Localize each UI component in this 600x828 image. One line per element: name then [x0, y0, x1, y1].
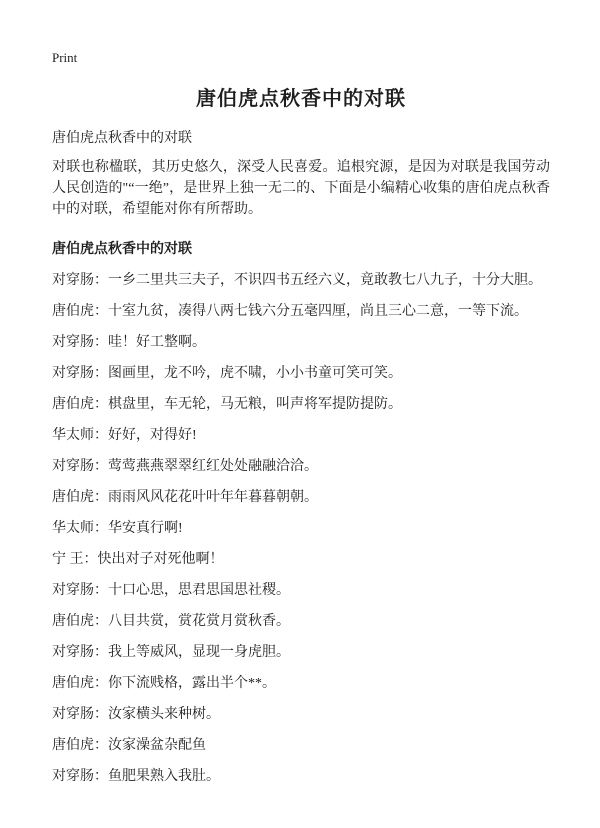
dialogue-line: 唐伯虎：八目共赏，赏花赏月赏秋香。: [52, 614, 290, 629]
dialogue-line: 对穿肠：汝家横头来种树。: [52, 707, 220, 722]
dialogue-line: 对穿肠：图画里，龙不吟，虎不啸，小小书童可笑可笑。: [52, 366, 402, 381]
dialogue-line: 宁 王：快出对子对死他啊！: [52, 552, 224, 567]
dialogue-line: 华太师：好好，对得好!: [52, 428, 197, 443]
dialogue-line: 唐伯虎：棋盘里，车无轮，马无粮，叫声将军提防提防。: [52, 397, 402, 412]
dialogue-line: 对穿肠：鱼肥果熟入我肚。: [52, 769, 220, 784]
dialogue-line: 华太师：华安真行啊!: [52, 521, 183, 536]
print-link[interactable]: Print: [52, 50, 78, 65]
subtitle: 唐伯虎点秋香中的对联: [52, 131, 192, 146]
intro-paragraph: 对联也称楹联，其历史悠久，深受人民喜爱。追根究源，是因为对联是我国劳动人民创造的"“一绝”，是世界上独一无二的、下面是小编精心收集的唐伯虎点秋香中的对联，希望能对你有所帮助。: [52, 160, 550, 217]
dialogue-line: 唐伯虎：汝家澡盆杂配鱼: [52, 738, 206, 753]
dialogue-line: 对穿肠：莺莺燕燕翠翠红红处处融融洽洽。: [52, 459, 318, 474]
page-title: 唐伯虎点秋香中的对联: [196, 88, 406, 110]
dialogue-line: 唐伯虎：十室九贫，凑得八两七钱六分五毫四厘，尚且三心二意，一等下流。: [52, 304, 528, 319]
dialogue-line: 对穿肠：十口心思，思君思国思社稷。: [52, 583, 290, 598]
dialogue-line: 对穿肠：一乡二里共三夫子，不识四书五经六义，竟敢教七八九子，十分大胆。: [52, 273, 542, 288]
dialogue-line: 对穿肠：哇！好工整啊。: [52, 335, 206, 350]
dialogue-line: 唐伯虎：你下流贱格，露出半个**。: [52, 676, 276, 691]
dialogue-line: 对穿肠：我上等威风，显现一身虎胆。: [52, 645, 290, 660]
dialogue-line: 唐伯虎：雨雨风风花花叶叶年年暮暮朝朝。: [52, 490, 318, 505]
section-heading: 唐伯虎点秋香中的对联: [52, 242, 192, 257]
